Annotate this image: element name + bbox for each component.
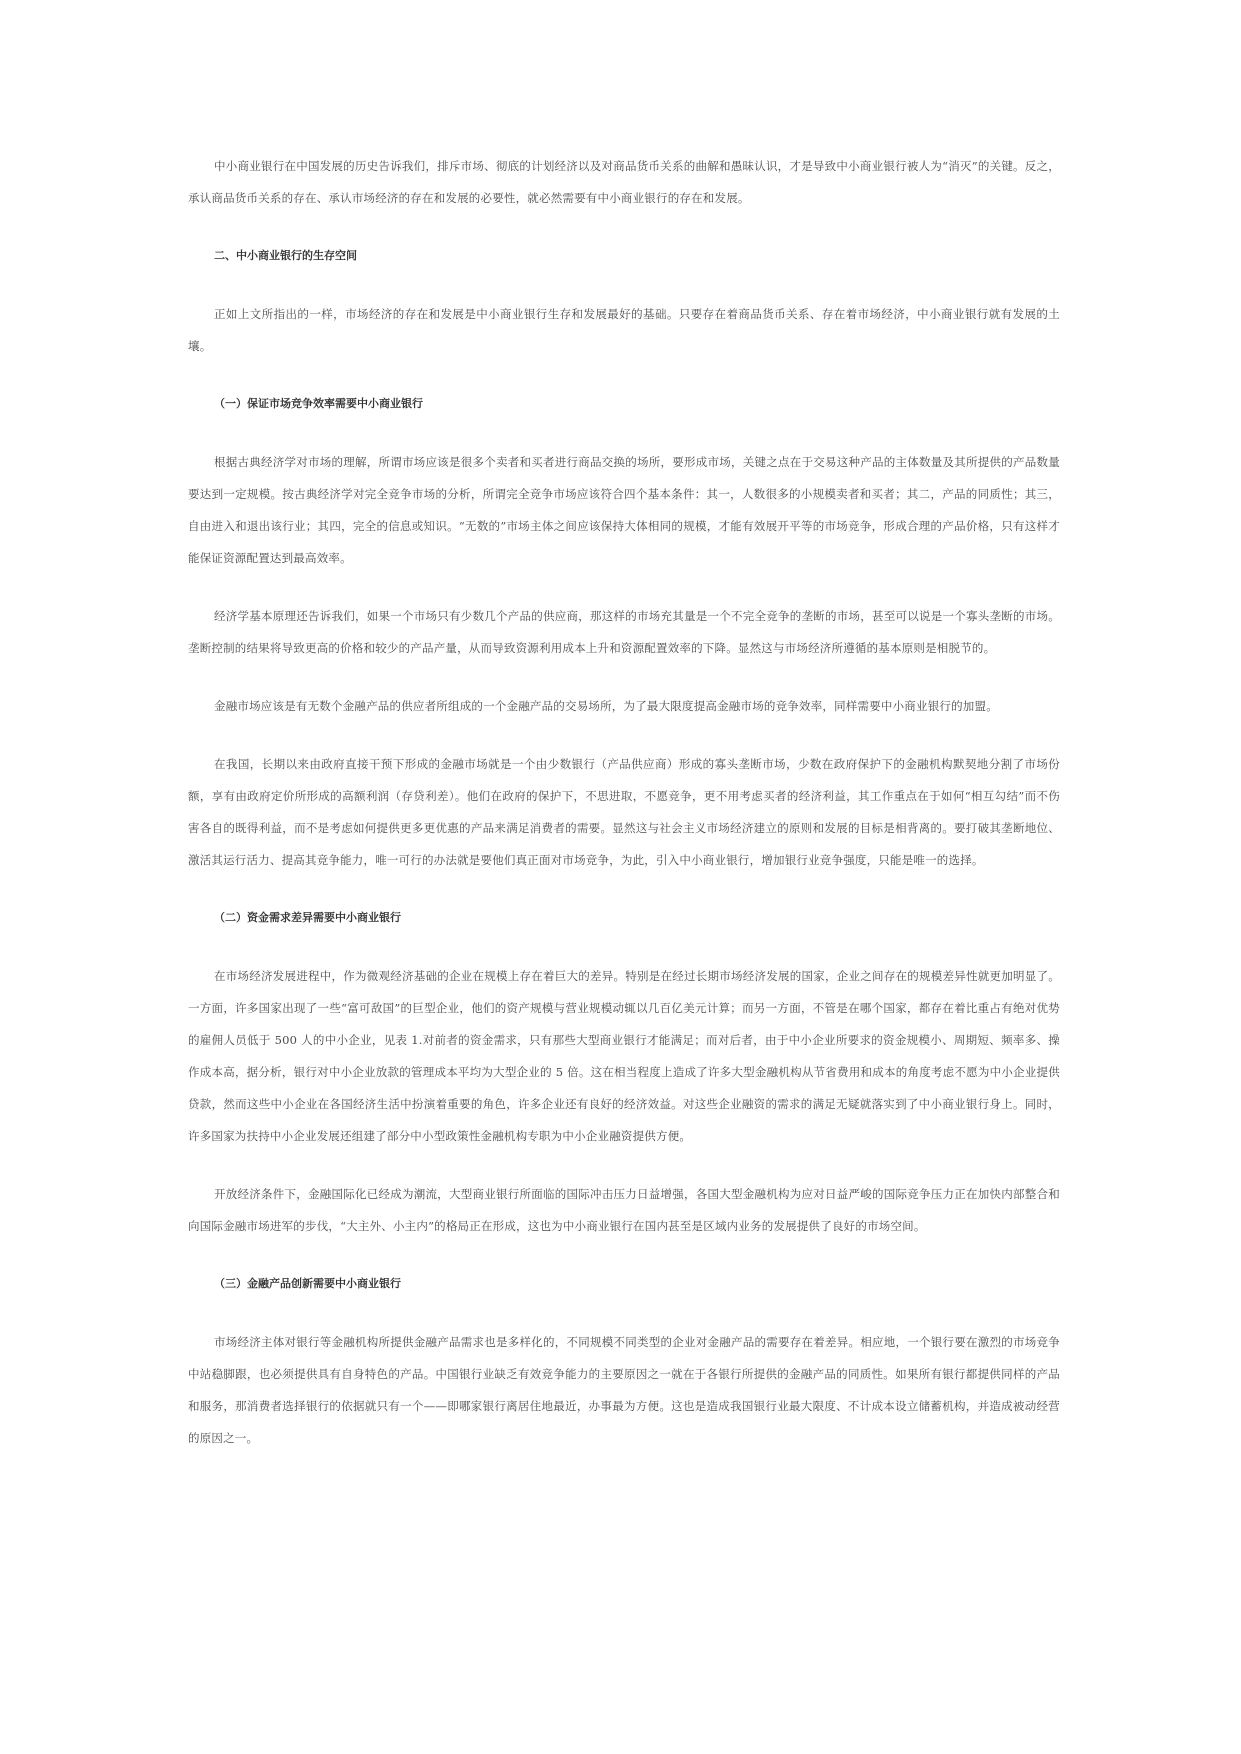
paragraph-product-diversity: 市场经济主体对银行等金融机构所提供金融产品需求也是多样化的，不同规模不同类型的企业对金融产品的需要存在着差异。相应地，一个银行要在激烈的市场竞争中站稳脚跟，也必须提供具有自身特色的产品。中国银行业缺乏有效竞争能力的主要原因之一就在于各银行所提供的金融产品的同质性。如果所有银行都提供同样的产品和服务，那消费者选择银行的依据就只有一个——即哪家银行离居住地最近，办事最为方便。这也是造成我国银行业最大限度、不计成本设立储蓄机构，并造成被动经营的原因之一。 — [188, 1335, 1060, 1445]
subsection-heading-competition-efficiency: （一）保证市场竞争效率需要中小商业银行 — [214, 397, 423, 410]
paragraph-enterprise-size: 在市场经济发展进程中，作为微观经济基础的企业在规模上存在着巨大的差异。特别是在经过长期市场经济发展的国家，企业之间存在的规模差异性就更加明显了。一方面，许多国家出现了一些“富可敌国”的巨型企业，他们的资产规模与营业规模动辄以几百亿美元计算；而另一方面，不管是在哪个国家，都存在着比重占有绝对优势的雇佣人员低于 500 人的中小企业，见表 1.对前者的资金需求，只有那些大型商业银行才能满足；而对后者，由于中小企业所要求的资金规模小、周期短、频率多、操作成本高，据分析，银行对中小企业放款的管理成本平均为大型企业的 5 倍。这在相当程度上造成了许多大型金融机构从节省费用和成本的角度考虑不愿为中小企业提供贷款，然而这些中小企业在各国经济生活中扮演着重要的角色，许多企业还有良好的经济效益。对这些企业融资的需求的满足无疑就落实到了中小商业银行身上。同时，许多国家为扶持中小企业发展还组建了部分中小型政策性金融机构专职为中小企业融资提供方便。 — [188, 969, 1060, 1143]
paragraph-history: 中小商业银行在中国发展的历史告诉我们，排斥市场、彻底的计划经济以及对商品货币关系的曲解和愚昧认识，才是导致中小商业银行被人为“消灭”的关键。反之，承认商品货币关系的存在、承认市场经济的存在和发展的必要性，就必然需要有中小商业银行的存在和发展。 — [188, 159, 1060, 205]
paragraph-classical-economics: 根据古典经济学对市场的理解，所谓市场应该是很多个卖者和买者进行商品交换的场所，要形成市场，关键之点在于交易这种产品的主体数量及其所提供的产品数量要达到一定规模。按古典经济学对完全竞争市场的分析，所谓完全竞争市场应该符合四个基本条件：其一，人数很多的小规模卖者和买者；其二，产品的同质性；其三，自由进入和退出该行业；其四，完全的信息或知识。“无数的”市场主体之间应该保持大体相同的规模，才能有效展开平等的市场竞争，形成合理的产品价格，只有这样才能保证资源配置达到最高效率。 — [188, 455, 1060, 565]
subsection-heading-funding-demand: （二）资金需求差异需要中小商业银行 — [214, 911, 401, 924]
paragraph-market-economy-basis: 正如上文所指出的一样，市场经济的存在和发展是中小商业银行生存和发展最好的基础。只要存在着商品货币关系、存在着市场经济，中小商业银行就有发展的土壤。 — [188, 307, 1060, 353]
paragraph-financial-market: 金融市场应该是有无数个金融产品的供应者所组成的一个金融产品的交易场所，为了最大限度提高金融市场的竞争效率，同样需要中小商业银行的加盟。 — [214, 699, 998, 713]
subsection-heading-product-innovation: （三）金融产品创新需要中小商业银行 — [214, 1277, 401, 1290]
paragraph-open-economy: 开放经济条件下，金融国际化已经成为潮流，大型商业银行所面临的国际冲击压力日益增强，各国大型金融机构为应对日益严峻的国际竞争压力正在加快内部整合和向国际金融市场进军的步伐，“大主外、小主内”的格局正在形成，这也为中小商业银行在国内甚至是区域内业务的发展提供了良好的市场空间。 — [188, 1187, 1060, 1233]
document-page — [188, 150, 1060, 1480]
paragraph-monopoly: 经济学基本原理还告诉我们，如果一个市场只有少数几个产品的供应商，那这样的市场充其量是一个不完全竞争的垄断的市场，甚至可以说是一个寡头垄断的市场。垄断控制的结果将导致更高的价格和较少的产品产量，从而导致资源利用成本上升和资源配置效率的下降。显然这与市场经济所遵循的基本原则是相脱节的。 — [188, 609, 1060, 655]
paragraph-china-oligopoly: 在我国，长期以来由政府直接干预下形成的金融市场就是一个由少数银行（产品供应商）形成的寡头垄断市场，少数在政府保护下的金融机构默契地分割了市场份额，享有由政府定价所形成的高额利润（存贷利差）。他们在政府的保护下，不思进取，不愿竞争，更不用考虑买者的经济利益，其工作重点在于如何“相互勾结”而不伤害各自的既得利益，而不是考虑如何提供更多更优惠的产品来满足消费者的需要。显然这与社会主义市场经济建立的原则和发展的目标是相背离的。要打破其垄断地位、激活其运行活力、提高其竞争能力，唯一可行的办法就是要他们真正面对市场竞争，为此，引入中小商业银行，增加银行业竞争强度，只能是唯一的选择。 — [188, 757, 1060, 867]
section-heading-survival-space: 二、中小商业银行的生存空间 — [214, 249, 357, 262]
